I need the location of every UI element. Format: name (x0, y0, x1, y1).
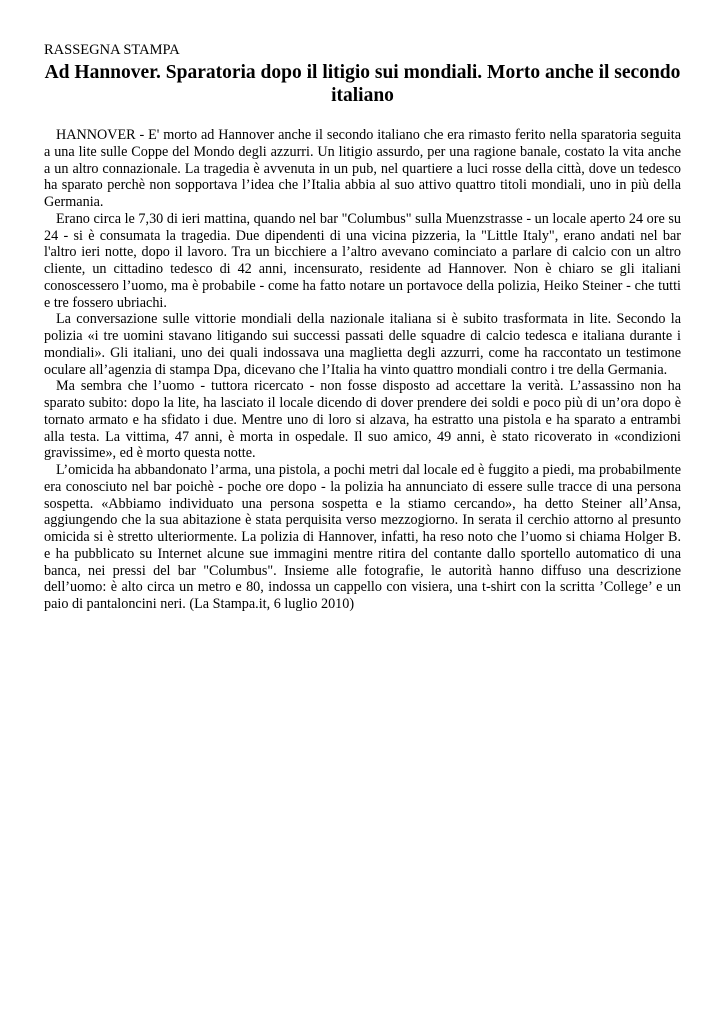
article-paragraph-5: L’omicida ha abbandonato l’arma, una pistola, a pochi metri dal locale ed è fuggito a piedi, ma probabilmente era conosciuto nel bar poichè - poche ore dopo - la polizia ha annunciato di essere sulle tracce di una persona sospetta. «Abbiamo individuato una persona sospetta e la stiamo cercando», ha detto Steiner all’Ansa, aggiungendo che la sua abitazione è stata perquisita verso mezzogiorno. In serata il cerchio attorno al presunto omicida si è stretto ulteriormente. La polizia di Hannover, infatti, ha reso noto che l’uomo si chiama Holger B. e ha pubblicato su Internet alcune sue immagini mentre ritira del contante dallo sportello automatico di una banca, nei pressi del bar "Columbus". Insieme alle fotografie, le autorità hanno diffuso una descrizione dell’uomo: è alto circa un metro e 80, indossa un cappello con visiera, una t-shirt con la scritta ’College’ e un paio di pantaloncini neri. (La Stampa.it, 6 luglio 2010) (44, 462, 681, 612)
article-body (44, 127, 681, 613)
article-headline: Ad Hannover. Sparatoria dopo il litigio sui mondiali. Morto anche il secondo italiano (44, 62, 681, 106)
article-paragraph-1: HANNOVER - E' morto ad Hannover anche il secondo italiano che era rimasto ferito nella sparatoria seguita a una lite sulle Coppe del Mondo degli azzurri. Un litigio assurdo, per una ragione banale, costato la vita anche a un altro connazionale. La tragedia è avvenuta in un pub, nel quartiere a luci rosse della città, dove un tedesco ha sparato perchè non sopportava l’idea che l’Italia abbia al suo attivo quattro titoli mondiali, uno in più della Germania. (44, 127, 681, 210)
article-paragraph-2: Erano circa le 7,30 di ieri mattina, quando nel bar "Columbus" sulla Muenzstrasse - un locale aperto 24 ore su 24 - si è consumata la tragedia. Due dipendenti di una vicina pizzeria, la "Little Italy", erano andati nel bar l'altro ieri notte, dopo il lavoro. Tra un bicchiere a l’altro avevano cominciato a parlare di calcio con un altro cliente, un cittadino tedesco di 42 anni, incensurato, residente ad Hannover. Non è chiaro se gli italiani conoscessero l’uomo, ma è probabile - come ha fatto notare un portavoce della polizia, Heiko Steiner - che tutti e tre fossero ubriachi. (44, 210, 681, 311)
document-page (44, 42, 681, 613)
section-label: RASSEGNA STAMPA (44, 42, 180, 58)
article-paragraph-3: La conversazione sulle vittorie mondiali della nazionale italiana si è subito trasformata in lite. Secondo la polizia «i tre uomini stavano litigando sui successi passati delle squadre di calcio tedesca e italiana durante i mondiali». Gli italiani, uno dei quali indossava una maglietta degli azzurri, come ha raccontato un testimone oculare all’agenzia di stampa Dpa, dicevano che l’Italia ha vinto quattro mondiali contro i tre della Germania. (44, 311, 681, 378)
article-paragraph-4: Ma sembra che l’uomo - tuttora ricercato - non fosse disposto ad accettare la verità. L’assassino non ha sparato subito: dopo la lite, ha lasciato il locale dicendo di dover prendere dei soldi e poco più di un’ora dopo è tornato armato e ha sfidato i due. Mentre uno di loro si alzava, ha estratto una pistola e ha sparato a entrambi alla testa. La vittima, 47 anni, è morta in ospedale. Il suo amico, 49 anni, è stato ricoverato in «condizioni gravissime», ed è morto questa notte. (44, 378, 681, 462)
